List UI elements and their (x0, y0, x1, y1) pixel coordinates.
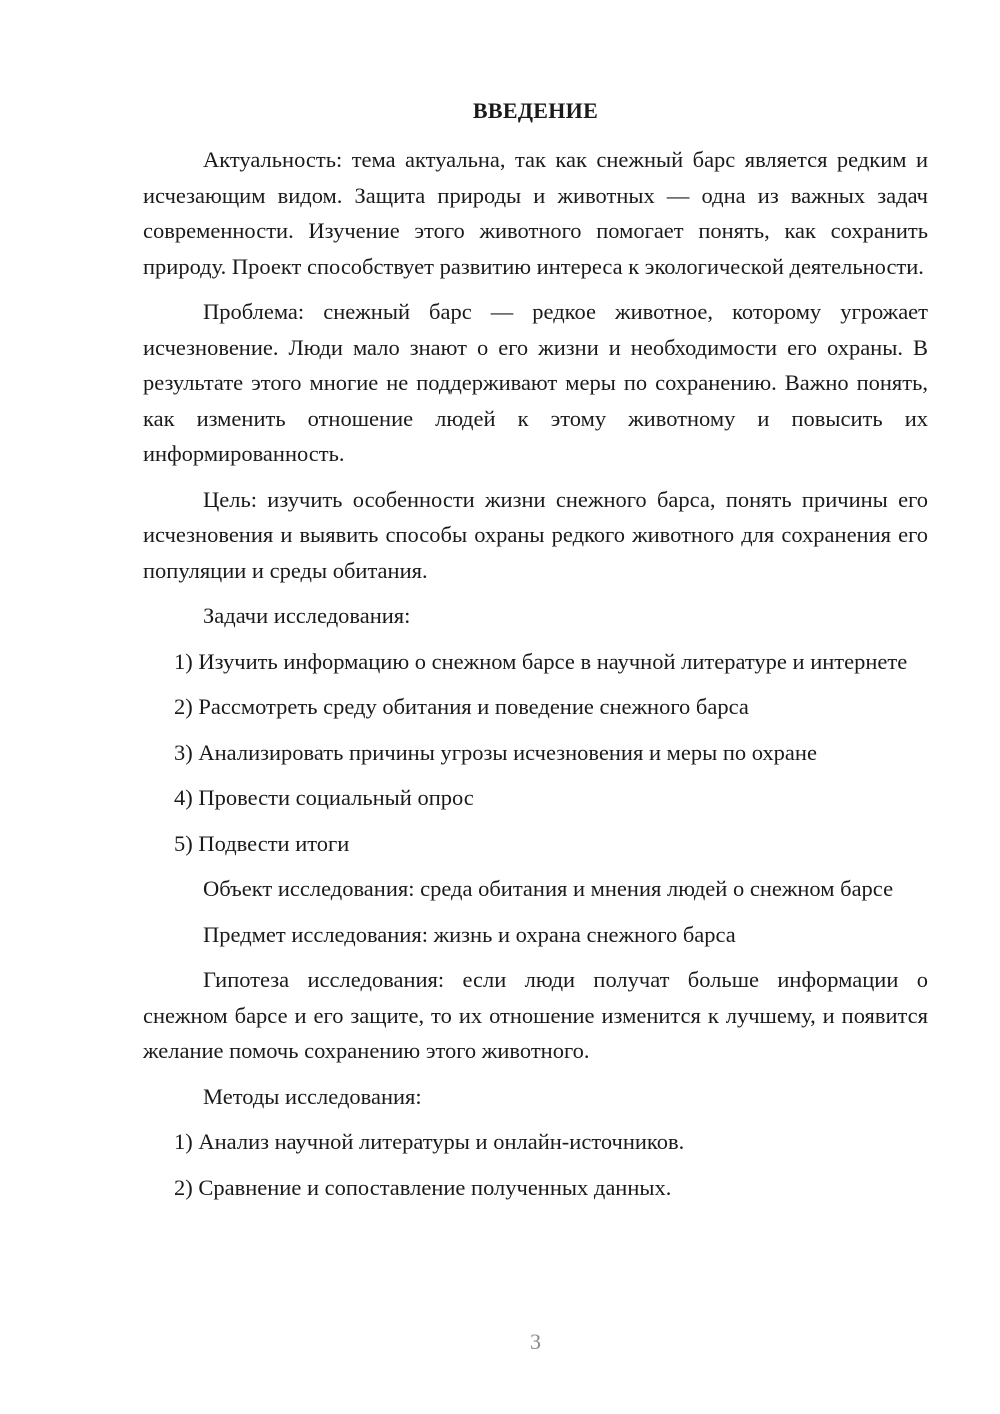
problem-paragraph: Проблема: снежный барс — редкое животное, которому угрожает исчезновение. Люди мало знают о его жизни и необходимости его охраны. В результате этого многие не поддерживают меры по сохранению. Важно понять, как изменить отношение людей к этому животному и повысить их информированность. (143, 299, 928, 466)
page-number: 3 (530, 1329, 541, 1354)
document-page (143, 0, 928, 1414)
method-item: 1) Анализ научной литературы и онлайн-источников. (174, 1129, 685, 1154)
object-paragraph: Объект исследования: среда обитания и мнения людей о снежном барсе (203, 876, 894, 901)
task-item: 5) Подвести итоги (174, 830, 350, 856)
subject-paragraph: Предмет исследования: жизнь и охрана снежного барса (203, 921, 736, 947)
task-item: 3) Анализировать причины угрозы исчезновения и меры по охране (174, 739, 817, 765)
task-item: 4) Провести социальный опрос (174, 785, 474, 810)
goal-paragraph: Цель: изучить особенности жизни снежного барса, понять причины его исчезновения и выявить способы охраны редкого животного для сохранения его популяции и среды обитания. (143, 486, 928, 583)
method-item: 2) Сравнение и сопоставление полученных данных. (174, 1174, 672, 1200)
relevance-paragraph: Актуальность: тема актуальна, так как снежный барс является редким и исчезающим видом. Защита природы и животных — одна из важных задач современности. Изучение этого животного помогает понять, как сохранить природу. Проект способствует развитию интереса к экологической деятельности. (143, 147, 928, 279)
task-item: 2) Рассмотреть среду обитания и поведение снежного барса (174, 694, 749, 719)
methods-heading: Методы исследования: (203, 1083, 422, 1109)
task-item: 1) Изучить информацию о снежном барсе в научной литературе и интернете (174, 648, 908, 674)
hypothesis-paragraph: Гипотеза исследования: если люди получат больше информации о снежном барсе и его защите, то их отношение изменится к лучшему, и появится желание помочь сохранению этого животного. (143, 967, 928, 1063)
document-body (143, 142, 928, 1215)
tasks-heading: Задачи исследования: (203, 603, 411, 628)
page-title: ВВЕДЕНИЕ (472, 98, 599, 123)
